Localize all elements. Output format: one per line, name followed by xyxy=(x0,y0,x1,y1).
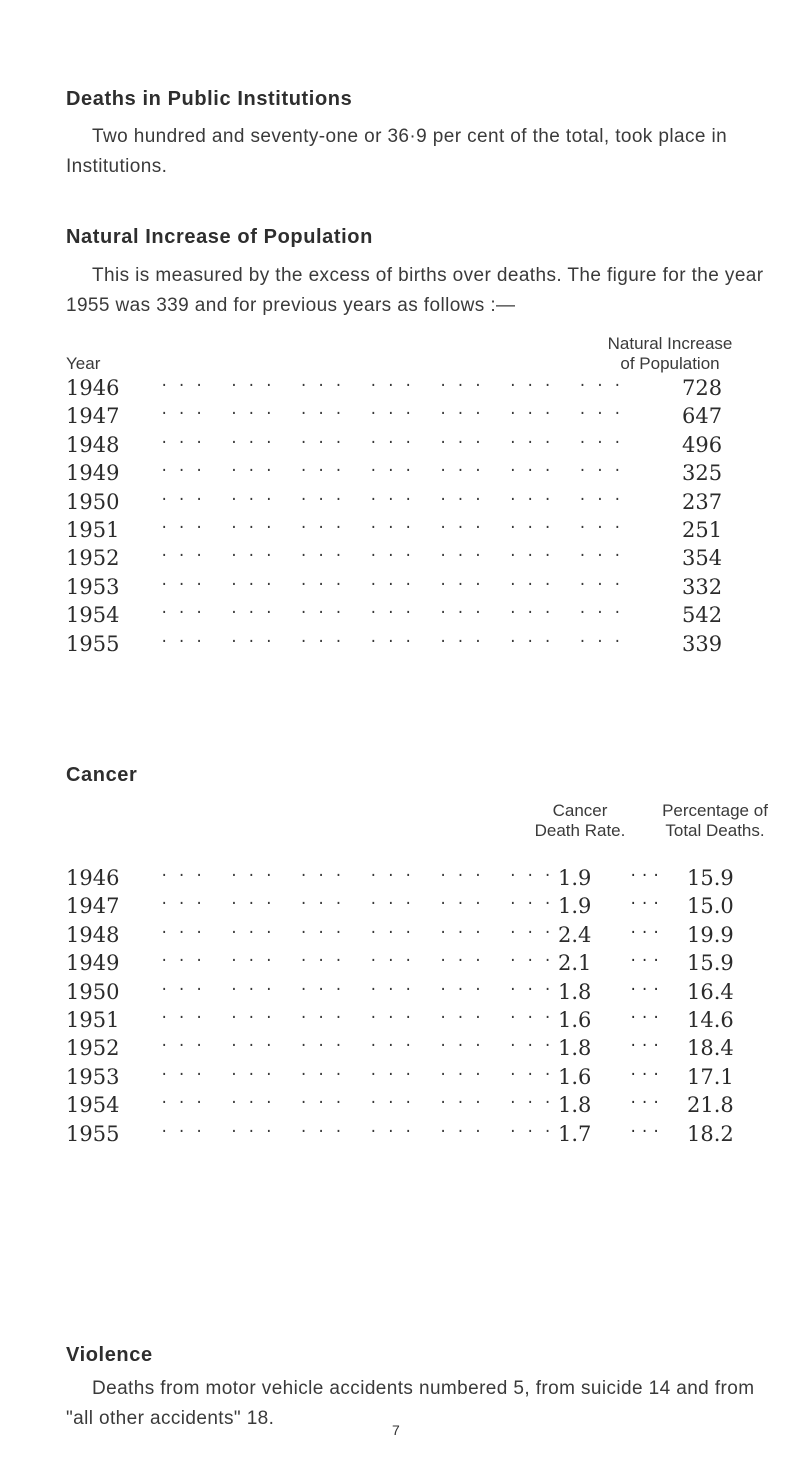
natural-increase-cell: 354 xyxy=(682,546,723,571)
leader-dots: ... ... ... ... ... ... ... xyxy=(160,402,631,419)
violence-heading: Violence xyxy=(66,1344,153,1366)
cancer-percentage-cell: 16.4 xyxy=(687,979,734,1004)
year-cell: 1952 xyxy=(66,1036,120,1061)
table-row xyxy=(66,894,800,922)
cancer-percentage-cell: 14.6 xyxy=(687,1007,734,1032)
year-cell: 1949 xyxy=(66,951,120,976)
cancer-rate-cell: 2.4 xyxy=(558,922,592,947)
leader-dots: ... ... ... ... ... ... ... xyxy=(160,629,631,646)
table-row xyxy=(66,920,800,951)
table-row xyxy=(66,629,800,660)
cancer-rate-header-line1: Cancer xyxy=(552,801,608,820)
cancer-rate-cell: 1.8 xyxy=(558,1093,592,1118)
violence-paragraph xyxy=(66,1374,766,1434)
natural-increase-header-line2: of Population xyxy=(620,354,720,373)
year-cell: 1953 xyxy=(66,574,120,599)
natural-increase-header-line1: Natural Increase xyxy=(607,334,733,353)
year-cell: 1951 xyxy=(66,517,120,542)
leader-dots: ... xyxy=(629,892,664,909)
leader-dots: ... xyxy=(629,977,664,994)
table-row xyxy=(66,866,800,894)
natural-increase-cell: 496 xyxy=(682,432,723,457)
leader-dots: ... ... ... ... ... ... xyxy=(160,864,561,880)
natural-increase-cell: 728 xyxy=(682,376,723,400)
year-cell: 1953 xyxy=(66,1064,120,1089)
table-row xyxy=(66,1005,800,1036)
leader-dots: ... xyxy=(629,1091,664,1108)
natural-increase-cell: 332 xyxy=(682,574,723,599)
year-cell: 1950 xyxy=(66,979,120,1004)
leader-dots: ... ... ... ... ... ... xyxy=(160,977,561,994)
natural-increase-cell: 542 xyxy=(682,603,723,628)
leader-dots: ... xyxy=(629,1119,664,1136)
institutions-text: Two hundred and seventy-one or 36·9 per cent of the total, took place in Institutions. xyxy=(66,126,728,177)
leader-dots: ... xyxy=(629,1005,664,1022)
natural-increase-table xyxy=(66,376,800,660)
year-cell: 1950 xyxy=(66,489,120,514)
leader-dots: ... ... ... ... ... ... xyxy=(160,1062,561,1079)
institutions-heading: Deaths in Public Institutions xyxy=(66,88,353,110)
leader-dots: ... ... ... ... ... ... xyxy=(160,920,561,937)
table-row xyxy=(66,951,800,979)
page-number: 7 xyxy=(392,1422,400,1438)
year-cell: 1948 xyxy=(66,432,120,457)
cancer-percentage-cell: 15.0 xyxy=(687,894,734,919)
table-row xyxy=(66,1062,800,1093)
cancer-rate-cell: 1.8 xyxy=(558,1036,592,1061)
cancer-table xyxy=(66,866,800,1150)
violence-text: Deaths from motor vehicle accidents numbered 5, from suicide 14 and from "all other accidents" 18. xyxy=(66,1378,755,1429)
leader-dots: ... ... ... ... ... ... ... xyxy=(160,487,631,504)
cancer-percentage-header-line1: Percentage of xyxy=(662,801,768,820)
year-cell: 1954 xyxy=(66,603,120,628)
cancer-percentage-cell: 15.9 xyxy=(687,951,734,976)
cancer-rate-cell: 1.9 xyxy=(558,866,592,890)
cancer-percentage-cell: 17.1 xyxy=(687,1064,734,1089)
leader-dots: ... ... ... ... ... ... xyxy=(160,1091,561,1108)
natural-increase-cell: 647 xyxy=(682,404,723,429)
leader-dots: ... ... ... ... ... ... ... xyxy=(160,544,631,561)
year-cell: 1955 xyxy=(66,631,120,656)
leader-dots: ... xyxy=(629,949,664,966)
leader-dots: ... xyxy=(629,1062,664,1079)
cancer-percentage-header-line2: Total Deaths. xyxy=(665,821,765,840)
leader-dots: ... ... ... ... ... ... xyxy=(160,949,561,966)
leader-dots: ... ... ... ... ... ... ... xyxy=(160,515,631,532)
natural-increase-text: This is measured by the excess of births over deaths. The figure for the year 1955 was 339 and for previous years as follows :— xyxy=(66,265,764,316)
cancer-rate-cell: 1.6 xyxy=(558,1007,592,1032)
cancer-percentage-cell: 15.9 xyxy=(687,866,734,890)
year-cell: 1947 xyxy=(66,404,120,429)
cancer-percentage-cell: 18.2 xyxy=(687,1121,734,1146)
natural-increase-cell: 251 xyxy=(682,517,723,542)
natural-increase-cell: 325 xyxy=(682,461,723,486)
table-row xyxy=(66,376,800,404)
table-row xyxy=(66,603,800,631)
leader-dots: ... xyxy=(629,864,664,880)
leader-dots: ... ... ... ... ... ... xyxy=(160,1119,561,1136)
table-row xyxy=(66,461,800,489)
year-cell: 1946 xyxy=(66,376,120,400)
cancer-rate-cell: 1.9 xyxy=(558,894,592,919)
cancer-rate-cell: 1.8 xyxy=(558,979,592,1004)
natural-increase-column-header xyxy=(560,334,780,374)
table-row xyxy=(66,515,800,546)
cancer-rate-column-header xyxy=(520,801,640,841)
cancer-percentage-cell: 18.4 xyxy=(687,1036,734,1061)
natural-increase-cell: 237 xyxy=(682,489,723,514)
natural-increase-cell: 339 xyxy=(682,631,723,656)
year-cell: 1948 xyxy=(66,922,120,947)
natural-increase-heading: Natural Increase of Population xyxy=(66,226,373,248)
leader-dots: ... ... ... ... ... ... ... xyxy=(160,459,631,476)
year-column-header: Year xyxy=(66,354,101,373)
leader-dots: ... ... ... ... ... ... ... xyxy=(160,572,631,589)
institutions-paragraph xyxy=(66,122,766,182)
cancer-rate-header-line2: Death Rate. xyxy=(534,821,626,840)
cancer-percentage-cell: 21.8 xyxy=(687,1093,734,1118)
leader-dots: ... ... ... ... ... ... xyxy=(160,892,561,909)
cancer-rate-cell: 1.7 xyxy=(558,1121,592,1146)
leader-dots: ... ... ... ... ... ... ... xyxy=(160,430,631,447)
table-row xyxy=(66,404,800,432)
table-row xyxy=(66,572,800,603)
table-row xyxy=(66,546,800,574)
table-row xyxy=(66,1093,800,1121)
leader-dots: ... ... ... ... ... ... xyxy=(160,1005,561,1022)
cancer-rate-cell: 1.6 xyxy=(558,1064,592,1089)
year-cell: 1954 xyxy=(66,1093,120,1118)
year-cell: 1952 xyxy=(66,546,120,571)
table-row xyxy=(66,1036,800,1064)
cancer-heading: Cancer xyxy=(66,764,138,786)
year-cell: 1949 xyxy=(66,461,120,486)
cancer-percentage-column-header xyxy=(640,801,790,841)
cancer-percentage-cell: 19.9 xyxy=(687,922,734,947)
leader-dots: ... ... ... ... ... ... ... xyxy=(160,374,631,390)
cancer-rate-cell: 2.1 xyxy=(558,951,592,976)
leader-dots: ... ... ... ... ... ... xyxy=(160,1034,561,1051)
year-cell: 1947 xyxy=(66,894,120,919)
leader-dots: ... xyxy=(629,1034,664,1051)
table-row xyxy=(66,977,800,1008)
table-row xyxy=(66,430,800,461)
table-row xyxy=(66,1119,800,1150)
year-cell: 1951 xyxy=(66,1007,120,1032)
leader-dots: ... xyxy=(629,920,664,937)
table-row xyxy=(66,487,800,518)
year-cell: 1955 xyxy=(66,1121,120,1146)
leader-dots: ... ... ... ... ... ... ... xyxy=(160,601,631,618)
natural-increase-paragraph xyxy=(66,261,766,321)
year-cell: 1946 xyxy=(66,866,120,890)
